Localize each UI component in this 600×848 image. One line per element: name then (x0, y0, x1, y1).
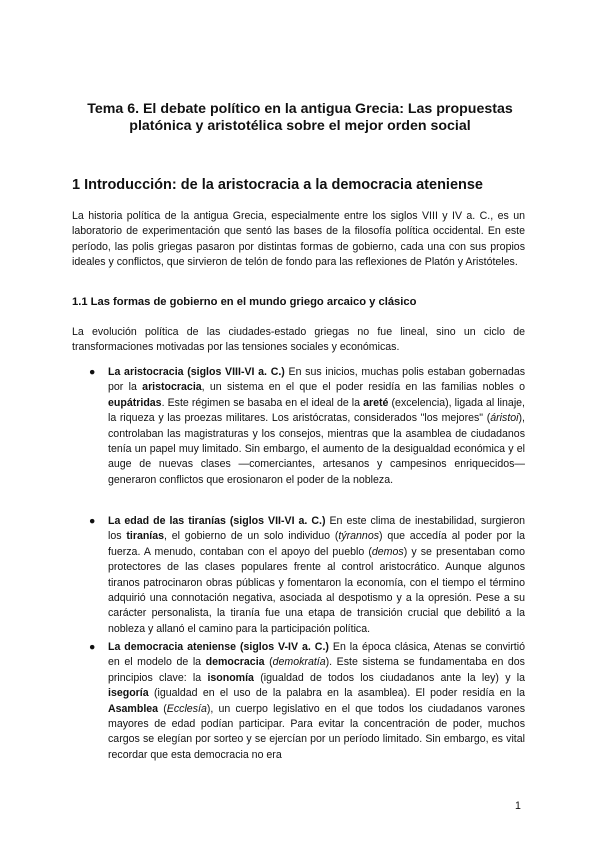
text-run: ( (264, 656, 273, 669)
bold-term: eupátridas (108, 396, 162, 409)
italic-term: demos (371, 545, 404, 558)
list-item-tiranias (72, 514, 525, 637)
italic-term: demokratía (272, 656, 326, 669)
section-heading: 1 Introducción: de la aristocracia a la democracia ateniense (72, 177, 483, 193)
bold-term: isonomía (207, 671, 254, 684)
bold-term: Asamblea (108, 702, 159, 715)
text-run: En este clima de inestabilidad, surgieron los (108, 515, 525, 543)
bullet-icon: ● (89, 515, 96, 527)
text-run: , un sistema en el que el poder residía en las familias nobles o (201, 381, 525, 394)
list-item-text (108, 514, 525, 637)
text-run: En sus inicios, muchas polis estaban gobernadas por la (108, 366, 526, 394)
document-title: Tema 6. El debate político en la antigua Grecia: Las propuestas platónica y aristotélica sobre el mejor orden social (87, 101, 513, 134)
bullet-icon: ● (89, 641, 96, 653)
page-number: 1 (515, 800, 521, 812)
bold-term: democracia (205, 656, 265, 669)
text-run: (excelencia), ligada al linaje, la riqueza y las proezas militares. Los aristócratas, considerados "los mejores" ( (108, 396, 526, 425)
list-item-text (108, 365, 525, 488)
text-run: ) que accedía al poder por la fuerza. A menudo, contaban con el apoyo del pueblo ( (108, 530, 525, 558)
item-heading: La democracia ateniense (siglos V-IV a. C.) (108, 641, 329, 653)
italic-term: týrannos (338, 530, 380, 543)
list-item-text (108, 640, 525, 763)
text-run: ), un cuerpo legislativo en el que todos los ciudadanos varones mayores de edad podían participar. Para evitar la concentración de poder, muchos cargos se elegían por sorteo y se ejercían por un período limitado. Sin embargo, es vital recordar que esta democracia no era (108, 702, 525, 761)
bullet-icon: ● (89, 366, 96, 378)
italic-term: Ecclesía (166, 702, 207, 715)
text-run: ( (158, 702, 167, 715)
text-run: , el gobierno de un solo individuo ( (164, 530, 339, 543)
bold-term: tiranías (126, 530, 165, 543)
subsection-paragraph: La evolución política de las ciudades-estado griegas no fue lineal, sino un ciclo de transformaciones motivadas por las tensiones sociales y económicas. (72, 326, 525, 354)
intro-paragraph: La historia política de la antigua Grecia, especialmente entre los siglos VIII y IV a. C., es un laboratorio de experimentación que sentó las bases de la filosofía política occidental. En este período, las polis griegas pasaron por distintas formas de gobierno, cada una con sus propios ideales y conflictos, que sirvieron de telón de fondo para las reflexiones de Platón y Aristóteles. (72, 210, 525, 269)
text-run: ), controlaban las magistraturas y los consejos, mientras que la asamblea de ciudadanos tenía un papel muy limitado. Sin embargo, el aumento de la desigualdad económica y el auge de nuevas clases —comerciantes, artesanos y campesinos enriquecidos— generaron conflictos que erosionaron el poder de la nobleza. (108, 412, 525, 486)
text-run: (igualdad en el uso de la palabra en la asamblea). El poder residía en la (148, 687, 525, 700)
italic-term: áristoi (490, 412, 519, 425)
subsection-heading: 1.1 Las formas de gobierno en el mundo griego arcaico y clásico (72, 296, 417, 308)
text-run: . Este régimen se basaba en el ideal de la (161, 396, 364, 409)
item-heading: La edad de las tiranías (siglos VII-VI a. C.) (108, 515, 326, 527)
bold-term: isegoría (108, 687, 149, 700)
bold-term: areté (363, 396, 389, 409)
list-item-aristocracia (72, 365, 525, 488)
text-run: ). Este sistema se fundamentaba en dos principios clave: la (108, 656, 525, 684)
bold-term: aristocracia (142, 381, 202, 394)
text-run: En la época clásica, Atenas se convirtió en el modelo de la (108, 641, 525, 669)
text-run: ) y se presentaban como protectores de las clases populares frente al control aristocrático. Aunque algunos tiranos patrocinaron obras públicas y fomentaron la economía, con el tiempo el término adquirió una connotación negativa, asociada al despotismo y a la opresión. Pese a su carácter personalista, la tiranía fue una etapa de transición crucial que debilitó a la nobleza y allanó el camino para la participación política. (108, 545, 526, 635)
item-heading: La aristocracia (siglos VIII-VI a. C.) (108, 366, 285, 378)
list-item-democracia (72, 640, 525, 763)
text-run: (igualdad de todos los ciudadanos ante la ley) y la (253, 671, 525, 684)
